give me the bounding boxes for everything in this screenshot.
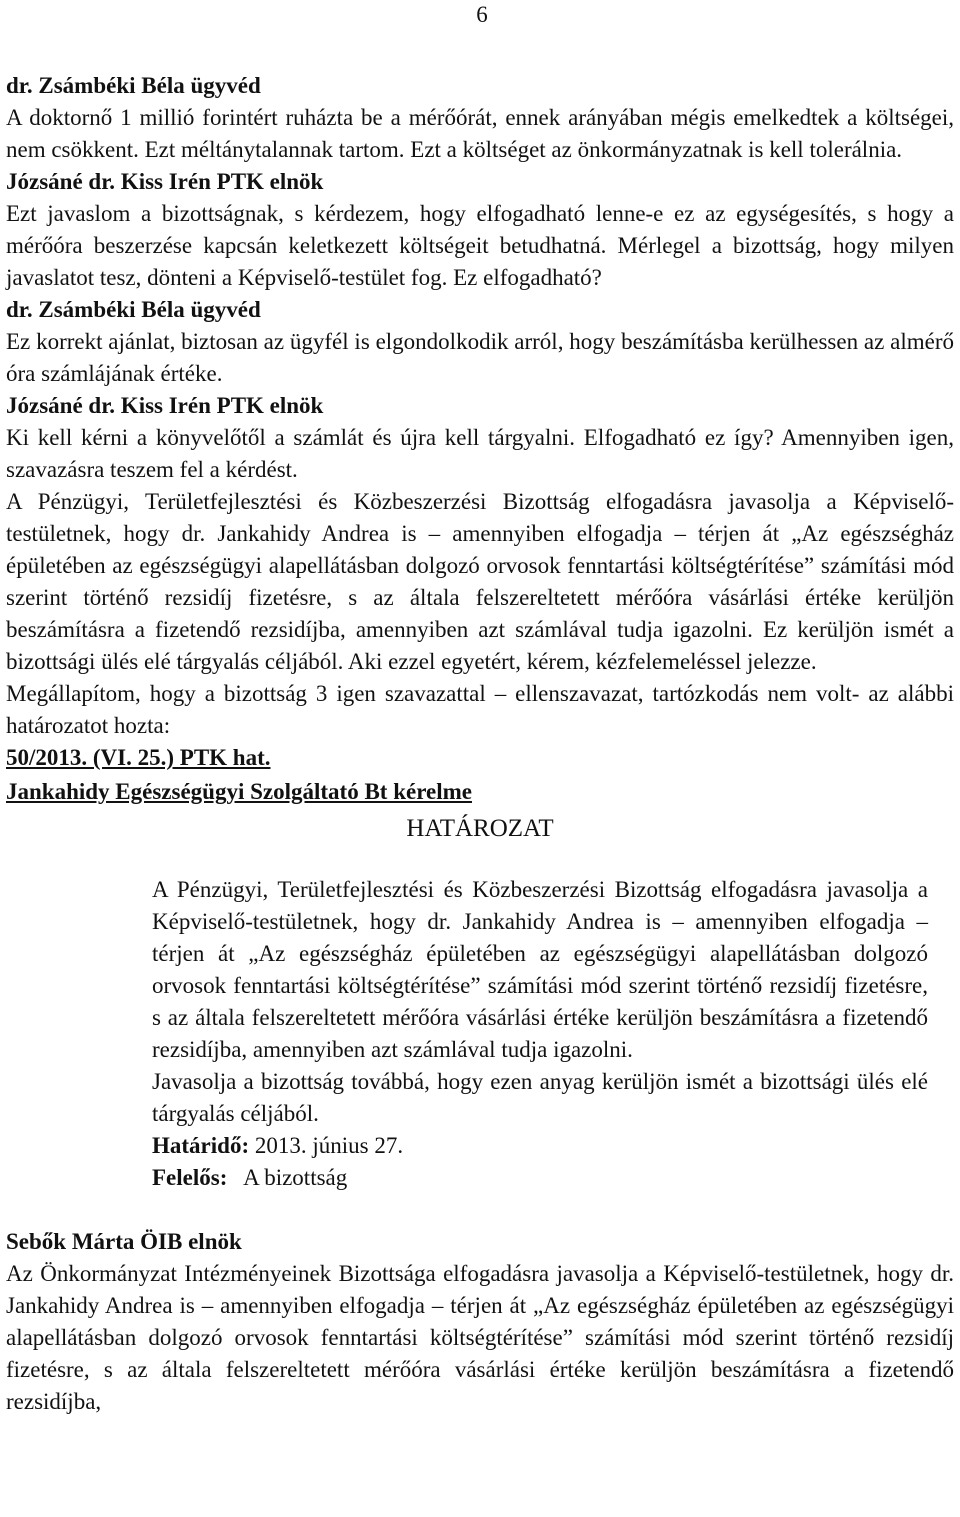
resolution-number: 50/2013. (VI. 25.) PTK hat. xyxy=(6,745,271,770)
paragraph: Ez korrekt ajánlat, biztosan az ügyfél is elgondolkodik arról, hogy beszámításba kerülhessen az almérő óra számlájának értéke. xyxy=(6,329,954,386)
paragraph: Az Önkormányzat Intézményeinek Bizottsága elfogadásra javasolja a Képviselő-testületnek, hogy dr. Jankahidy Andrea is – amennyiben elfogadja – térjen át „Az egészségház épületében az egészségügyi alapellátásban dolgozó orvosok fenntartási költségtérítése” számítási mód szerint történő rezsidíj fizetésre, s az általa felszereltetett mérőóra vásárlási értéke kerüljön beszámításra a fizetendő rezsidíjba, xyxy=(6,1261,954,1414)
speaker-name: dr. Zsámbéki Béla ügyvéd xyxy=(6,297,261,322)
resolution-heading: HATÁROZAT xyxy=(406,815,554,842)
responsible-value: A bizottság xyxy=(243,1165,348,1190)
resolution-subject: Jankahidy Egészségügyi Szolgáltató Bt kérelme xyxy=(6,779,472,804)
deadline-line xyxy=(152,1130,928,1162)
resolution-body xyxy=(152,874,928,1194)
paragraph: A doktornő 1 millió forintért ruházta be a mérőórát, ennek arányában mégis emelkedtek a költségei, nem csökkent. Ezt méltánytalannak tartom. Ezt a költséget az önkormányzatnak is kell tolerálnia. xyxy=(6,105,954,162)
speaker-name: dr. Zsámbéki Béla ügyvéd xyxy=(6,73,261,98)
deadline-label: Határidő: xyxy=(152,1133,250,1158)
paragraph: Megállapítom, hogy a bizottság 3 igen szavazattal – ellenszavazat, tartózkodás nem volt- az alábbi határozatot hozta: xyxy=(6,681,954,738)
deadline-value: 2013. június 27. xyxy=(254,1133,404,1158)
speaker-name: Józsáné dr. Kiss Irén PTK elnök xyxy=(6,393,324,418)
speaker-name: Sebők Márta ÖIB elnök xyxy=(6,1229,242,1254)
page-number: 6 xyxy=(476,2,488,27)
resolution-paragraph: A Pénzügyi, Területfejlesztési és Közbeszerzési Bizottság elfogadásra javasolja a Képviselő-testületnek, hogy dr. Jankahidy Andrea is – amennyiben elfogadja – térjen át „Az egészségház épületében az egészségügyi alapellátásban dolgozó orvosok fenntartási költségtérítése” számítási mód szerint történő rezsidíj fizetésre, s az általa felszereltetett mérőóra vásárlási értéke kerüljön beszámításra a fizetendő rezsidíjba, amennyiben azt számlával tudja igazolni. xyxy=(152,877,928,1062)
responsible-label: Felelős: xyxy=(152,1165,228,1190)
paragraph: Ezt javaslom a bizottságnak, s kérdezem, hogy elfogadható lenne-e ez az egységesítés, s hogy a mérőóra beszerzése kapcsán keletkezett költségeit betudhatná. Mérlegel a bizottság, hogy milyen javaslatot tesz, dönteni a Képviselő-testület fog. Ez elfogadható? xyxy=(6,201,954,290)
document-body xyxy=(6,70,954,1418)
speaker-name: Józsáné dr. Kiss Irén PTK elnök xyxy=(6,169,324,194)
paragraph: A Pénzügyi, Területfejlesztési és Közbeszerzési Bizottság elfogadásra javasolja a Képviselő-testületnek, hogy dr. Jankahidy Andrea is – amennyiben elfogadja – térjen át „Az egészségház épületében az egészségügyi alapellátásban dolgozó orvosok fenntartási költségtérítése” számítási mód szerint történő rezsidíj fizetésre, s az általa felszereltetett mérőóra vásárlási értéke kerüljön beszámításra a fizetendő rezsidíjba, amennyiben azt számlával tudja igazolni. Ez kerüljön ismét a bizottsági ülés elé tárgyalás céljából. Aki ezzel egyetért, kérem, kézfelemeléssel jelezze. xyxy=(6,489,954,674)
paragraph: Ki kell kérni a könyvelőtől a számlát és újra kell tárgyalni. Elfogadható ez így? Amennyiben igen, szavazásra teszem fel a kérdést. xyxy=(6,425,954,482)
spacer xyxy=(6,1194,954,1226)
responsible-line xyxy=(152,1162,928,1194)
resolution-paragraph: Javasolja a bizottság továbbá, hogy ezen anyag kerüljön ismét a bizottsági ülés elé tárgyalás céljából. xyxy=(152,1069,928,1126)
